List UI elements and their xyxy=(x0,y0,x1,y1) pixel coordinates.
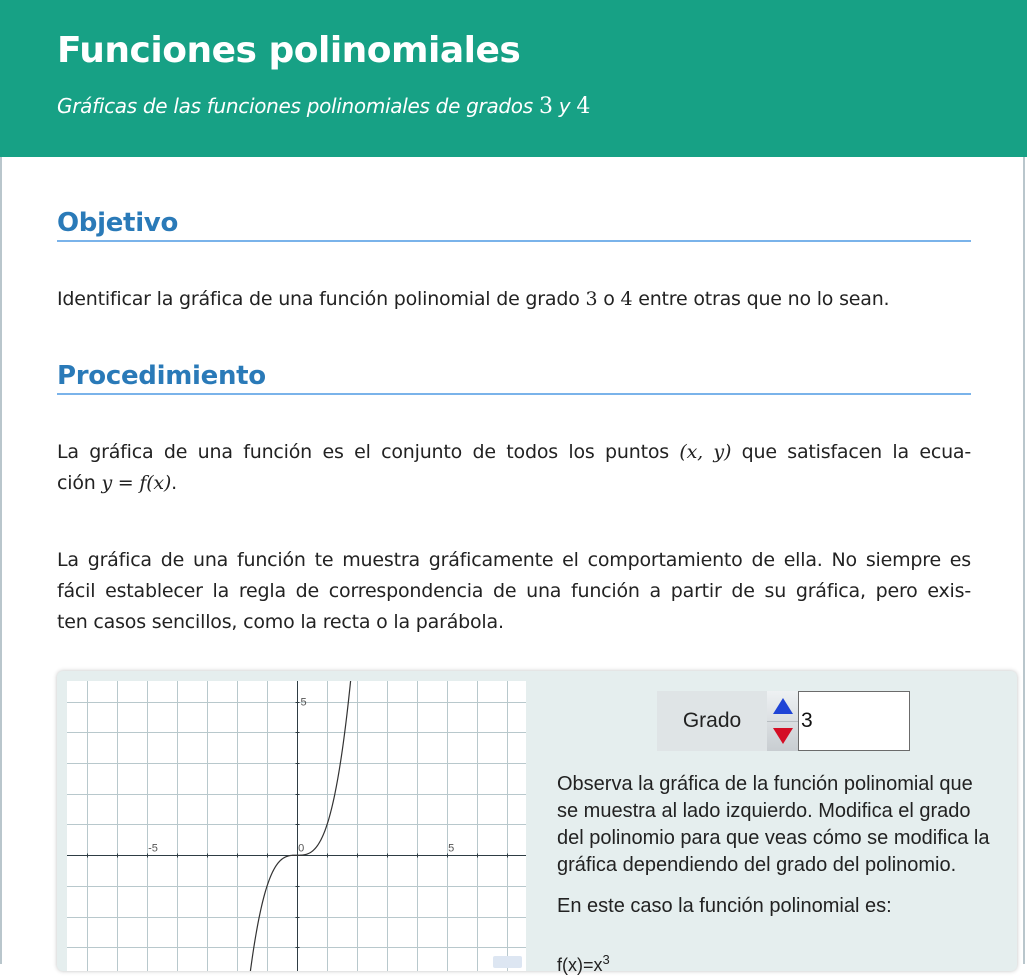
p1-text-d: . xyxy=(171,472,177,494)
page-title: Funciones polinomiales xyxy=(57,30,521,71)
function-graph[interactable] xyxy=(67,681,526,971)
section-title-objetivo: Objetivo xyxy=(57,208,971,242)
grado-input[interactable]: 3 xyxy=(798,691,910,751)
x-tick-label: -5 xyxy=(148,842,158,855)
caso-text: En este caso la función polinomial es: xyxy=(557,895,892,917)
formula-exponent: 3 xyxy=(602,952,610,967)
grado-label: Grado xyxy=(657,691,767,751)
p1-text-c: ción xyxy=(57,472,96,494)
subtitle-conj: y xyxy=(558,94,571,118)
objetivo-conj: o xyxy=(603,288,615,310)
p1-math-point: (x, y) xyxy=(679,441,732,463)
objetivo-text-a: Identificar la gráfica de una función polinomial de grado xyxy=(57,288,580,310)
p2-line-1: La gráfica de una función te muestra gráficamente el comportamiento de ella. No siempre es xyxy=(57,549,971,571)
arrow-down-icon xyxy=(773,728,793,744)
objetivo-text xyxy=(57,284,971,315)
arrow-up-icon xyxy=(773,698,793,714)
page-subtitle xyxy=(57,94,590,119)
p2-line-2: fácil establecer la regla de correspondencia de una función a partir de su gráfica, pero exis- xyxy=(57,580,971,602)
p1-text-b: que satisfacen la ecua- xyxy=(741,441,972,463)
y-tick-label: 5 xyxy=(300,696,307,709)
p1-text-a: La gráfica de una función es el conjunto de todos los puntos xyxy=(57,441,669,463)
section-title-procedimiento: Procedimiento xyxy=(57,361,971,395)
page-header xyxy=(0,0,1027,157)
p2-line-3: ten casos sencillos, como la recta o la parábola. xyxy=(57,611,504,633)
increment-button[interactable] xyxy=(767,691,798,722)
graph-button[interactable] xyxy=(493,956,522,968)
subtitle-degree-4: 4 xyxy=(576,94,591,119)
function-curve xyxy=(244,681,354,971)
procedimiento-paragraph-1 xyxy=(57,437,971,499)
function-formula xyxy=(557,952,610,976)
p1-math-equation: y = f(x) xyxy=(101,472,172,494)
instructions-text: Observa la gráfica de la función polinomial que se muestra al lado izquierdo. Modifica el grado del polinomio para que veas cómo se modifica la gráfica dependiendo del grado del polinomio. xyxy=(557,773,990,876)
subtitle-degree-3: 3 xyxy=(538,94,553,119)
objetivo-text-b: entre otras que no lo sean. xyxy=(638,288,890,310)
graph-svg xyxy=(67,681,526,971)
x-tick-label: 5 xyxy=(448,842,455,855)
objetivo-degree-4: 4 xyxy=(620,288,633,310)
formula-base: f(x)=x xyxy=(557,955,603,975)
procedimiento-paragraph-2 xyxy=(57,545,971,638)
objetivo-degree-3: 3 xyxy=(585,288,598,310)
subtitle-text: Gráficas de las funciones polinomiales de grados xyxy=(57,94,533,118)
decrement-button[interactable] xyxy=(767,721,798,751)
instructions xyxy=(557,771,997,934)
x-tick-label: 0 xyxy=(298,842,305,855)
grado-spinner[interactable] xyxy=(767,691,798,751)
